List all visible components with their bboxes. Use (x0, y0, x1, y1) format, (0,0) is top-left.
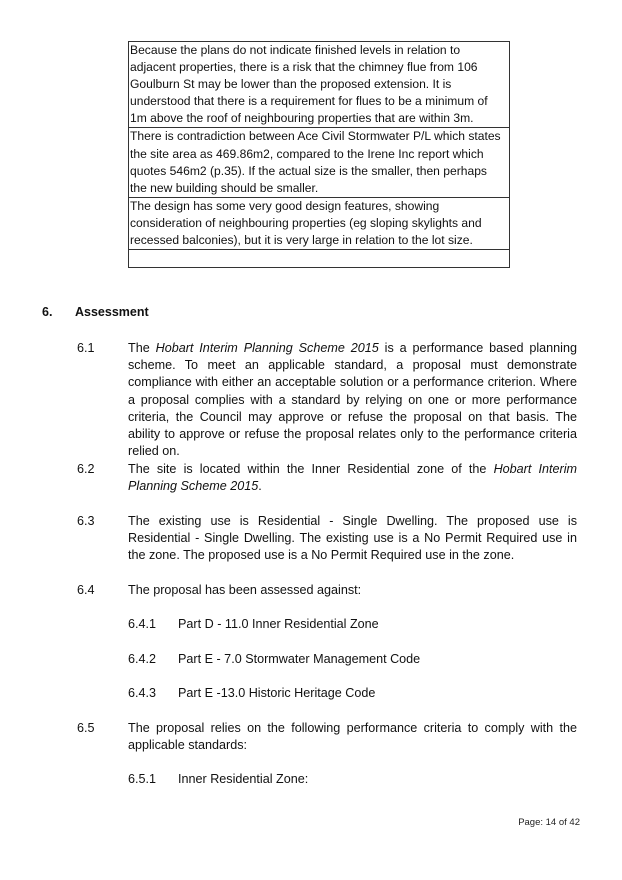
table-row-empty (129, 249, 509, 267)
section-number: 6. (42, 305, 53, 319)
paragraph-body (128, 720, 577, 754)
sub-item-number: 6.5.1 (128, 772, 157, 786)
paragraph-text: . (258, 479, 262, 494)
sub-item-text: Part E - 7.0 Stormwater Management Code (178, 652, 421, 666)
sub-item-number: 6.4.1 (128, 617, 157, 631)
paragraph-6-2 (77, 461, 577, 495)
section-title: Assessment (75, 305, 149, 319)
table-row (129, 127, 509, 196)
paragraph-6-1 (77, 340, 577, 460)
table-cell-text: There is contradiction between Ace Civil Stormwater P/L which states the site area as 469.86m2, compared to the Irene Inc report which quotes 546m2 (p.35). If the actual size is the smaller, then perhaps the new building should be smaller. (130, 129, 501, 195)
representations-table (128, 41, 510, 268)
paragraph-number: 6.3 (77, 514, 95, 528)
page-number-footer: Page: 14 of 42 (518, 817, 580, 828)
table-cell-text: Because the plans do not indicate finished levels in relation to adjacent properties, there is a risk that the chimney flue from 106 Goulburn St may be lower than the proposed extension. It is understood that there is a requirement for flues to be a minimum of 1m above the roof of neighbouring properties that are within 3m. (130, 43, 488, 126)
paragraph-text: The proposal relies on the following performance criteria to comply with the applicable standards: (128, 721, 577, 753)
paragraph-number: 6.5 (77, 721, 95, 735)
sub-item-number: 6.4.3 (128, 686, 157, 700)
paragraph-6-4 (77, 582, 577, 599)
sub-item-text: Inner Residential Zone: (178, 772, 309, 786)
sub-item-text: Part D - 11.0 Inner Residential Zone (178, 617, 379, 631)
paragraph-text: The (128, 341, 156, 355)
paragraph-6-3 (77, 513, 577, 565)
paragraph-text: The proposal has been assessed against: (128, 583, 362, 597)
paragraph-body (128, 513, 577, 565)
scheme-name: Hobart Interim Planning Scheme 2015 (155, 341, 379, 355)
paragraph-number: 6.4 (77, 583, 95, 597)
paragraph-6-5 (77, 720, 577, 754)
paragraph-text: The site is located within the Inner Residential zone of the (128, 462, 494, 476)
paragraph-body (128, 582, 577, 599)
paragraph-text: is a performance based planning scheme. To meet an applicable standard, a proposal must demonstrate compliance with either an acceptable solution or a performance criterion. Where a proposal complies with a standard by relying on one or more performance criteria, the Council may approve or refuse the proposal on that basis. The ability to approve or refuse the proposal relates only to the performance criteria relied on. (128, 341, 577, 459)
paragraph-number: 6.2 (77, 462, 95, 476)
sub-item-text: Part E -13.0 Historic Heritage Code (178, 686, 376, 700)
paragraph-body (128, 461, 577, 495)
table-row (129, 197, 509, 249)
paragraph-text: The existing use is Residential - Single Dwelling. The proposed use is Residential - Single Dwelling. The existing use is a No Permit Required use in the zone. The proposed use is a No Permit Required use in the zone. (128, 514, 577, 563)
table-cell-text: The design has some very good design features, showing consideration of neighbouring properties (eg sloping skylights and recessed balconies), but it is very large in relation to the lot size. (130, 198, 482, 248)
paragraph-body (128, 340, 577, 460)
paragraph-number: 6.1 (77, 341, 95, 355)
sub-item-number: 6.4.2 (128, 652, 157, 666)
scheme-name: Hobart Interim Planning Scheme 2015 (128, 462, 577, 494)
table-row (129, 42, 509, 127)
